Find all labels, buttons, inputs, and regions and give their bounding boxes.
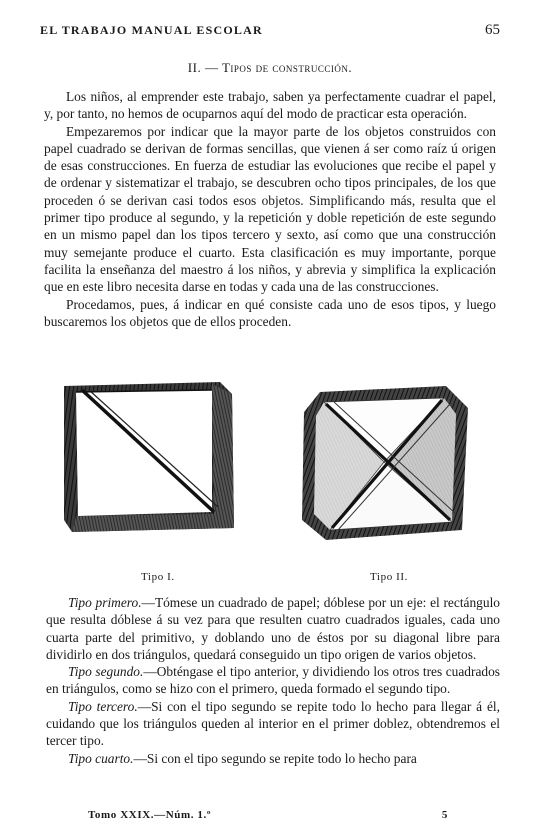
running-head: [40, 22, 500, 39]
figure-tipo-2: [296, 380, 472, 546]
figure-caption: Tipo I.: [141, 571, 175, 583]
intro-text: [44, 88, 496, 330]
figure-tipo-1: [62, 380, 238, 536]
type-description: —Tómese un cuadrado de papel; dóblese por un eje: el rectángulo que resulta dóblese á su vez para que resulten cuatro cuadrados iguales, cada uno cuarta parte del primitivo, y doblando uno de éstos por su diagonal libre para dividirlo en dos triángulos, quedará conseguido un tipo origen de varios objetos.: [46, 595, 500, 662]
folded-square-diagonal-illustration: [62, 380, 238, 536]
type-paragraph: [46, 698, 500, 750]
running-title: EL TRABAJO MANUAL ESCOLAR: [40, 23, 263, 37]
signature-mark: 5: [441, 809, 448, 821]
folded-square-cross-illustration: [296, 380, 472, 546]
type-term: Tipo primero.: [68, 595, 142, 610]
type-description: —Si con el tipo segundo se repite todo lo hecho para llegar á él, cuidando que los triángulos queden al interior en el primer doblez, obtendremos el tercer tipo.: [46, 698, 500, 749]
type-paragraph: [46, 663, 500, 698]
page-number: 65: [485, 22, 500, 38]
type-description: —Obténgase el tipo anterior, y dividiendo los otros tres cuadrados en triángulos, como se hizo con el primero, queda formado el segundo tipo.: [46, 664, 500, 697]
intro-paragraph: Empezaremos por indicar que la mayor parte de los objetos construidos con papel cuadrado se derivan de formas sencillas, que vienen á ser como raíz ú origen de esas construcciones. En fuerza de estudiar las evoluciones que recibe el papel y de ordenar y sistematizar el trabajo, se descubren ocho tipos principales, de los que proceden ó se derivan casi todos esos objetos. Simplificando más, resulta que el primer tipo produce al segundo, y la repetición y doble repetición de este segundo en un mismo papel dan los tipos tercero y sexto, así como que una construcción muy semejante produce el cuarto. Esta clasificación es muy importante, porque facilita la enseñanza del maestro á los niños, y abrevia y simplifica la explicación que en este libro necesita darse en todas y cada una de las construcciones.: [44, 123, 496, 295]
type-description: —Si con el tipo segundo se repite todo lo hecho para: [133, 750, 417, 766]
type-term: Tipo tercero.: [68, 698, 138, 714]
type-paragraph: [46, 594, 500, 663]
type-paragraph: [46, 750, 500, 767]
page-footer: [88, 809, 448, 821]
section-heading: II. — Tipos de construcción.: [187, 60, 353, 75]
intro-paragraph: Los niños, al emprender este trabajo, saben ya perfectamente cuadrar el papel, y, por tanto, no hemos de ocuparnos aquí del modo de practicar esta operación.: [44, 89, 496, 122]
figure-caption: Tipo II.: [370, 571, 409, 583]
type-term: Tipo segundo.: [68, 664, 144, 680]
intro-paragraph: Procedamos, pues, á indicar en qué consiste cada uno de esos tipos, y luego buscaremos los objetos que de ellos proceden.: [44, 296, 496, 329]
volume-number: Tomo XXIX.—Núm. 1.º: [88, 809, 212, 821]
type-term: Tipo cuarto.: [68, 750, 134, 766]
types-text: [46, 594, 500, 767]
